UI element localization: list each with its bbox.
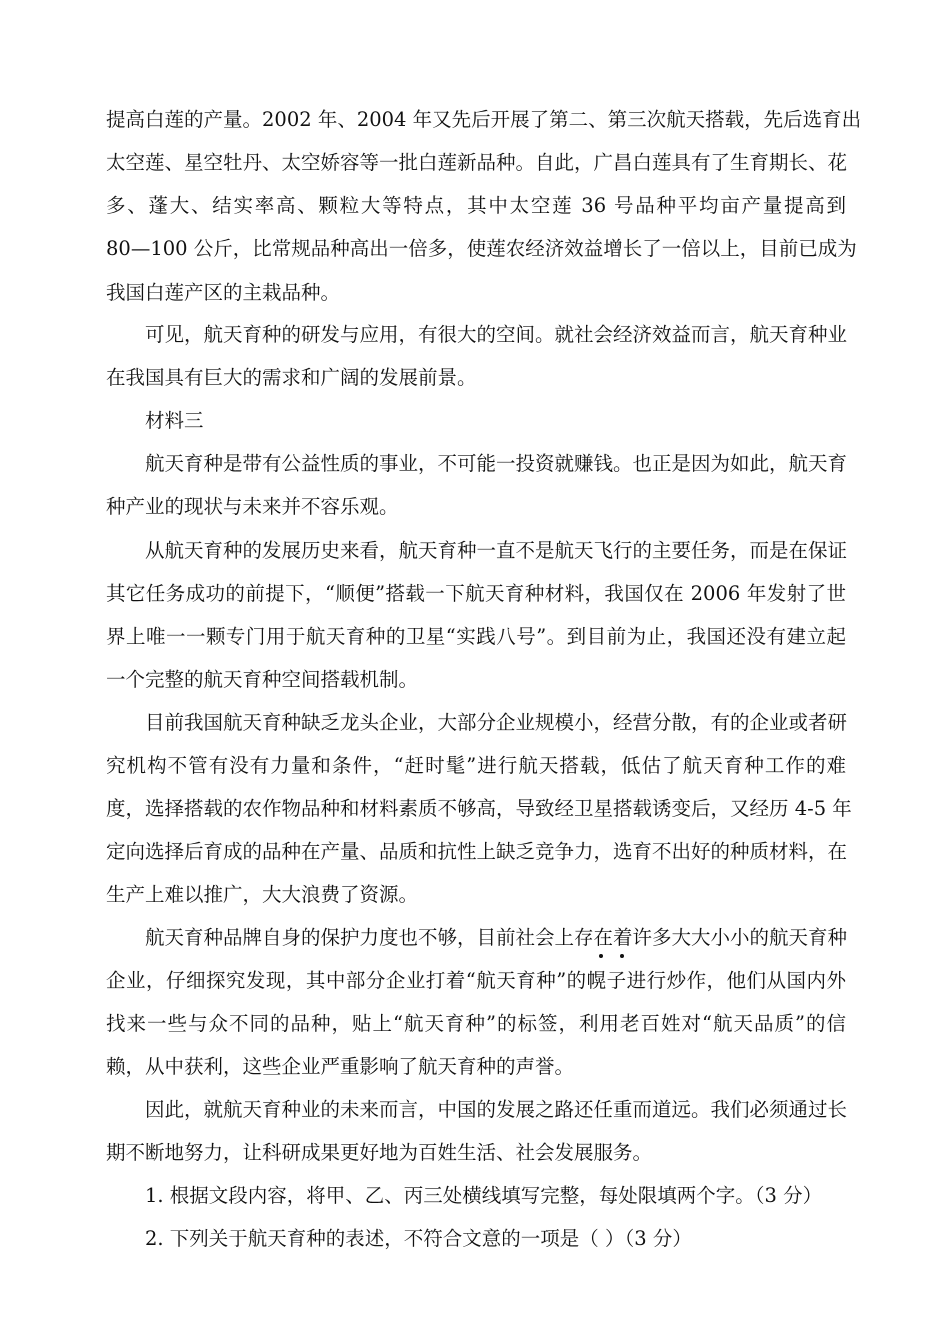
- paragraph-line: 期不断地努力，让科研成果更好地为百姓生活、社会发展服务。: [106, 1141, 653, 1164]
- paragraph-line: 可见，航天育种的研发与应用，有很大的空间。就社会经济效益而言，航天育种业: [145, 323, 848, 346]
- paragraph-line: 种产业的现状与未来并不容乐观。: [106, 495, 399, 518]
- paragraph-line: 企业，仔细探究发现，其中部分企业打着“航天育种”的幌子进行炒作，他们从国内外: [106, 969, 846, 992]
- paragraph-line: 太空莲、星空牡丹、太空娇容等一批白莲新品种。自此，广昌白莲具有了生育期长、花: [106, 151, 848, 174]
- paragraph-line: 多、蓬大、结实率高、颗粒大等特点，其中太空莲 36 号品种平均亩产量提高到: [106, 194, 846, 217]
- paragraph-line: 从航天育种的发展历史来看，航天育种一直不是航天飞行的主要任务，而是在保证: [145, 539, 848, 562]
- paragraph-line: 航天育种是带有公益性质的事业，不可能一投资就赚钱。也正是因为如此，航天育: [145, 452, 848, 475]
- paragraph-line: 因此，就航天育种业的未来而言，中国的发展之路还任重而道远。我们必须通过长: [145, 1098, 848, 1121]
- paragraph-line: 一个完整的航天育种空间搭载机制。: [106, 668, 419, 691]
- paragraph-line: 在我国具有巨大的需求和广阔的发展前景。: [106, 366, 477, 389]
- paragraph-line: 目前我国航天育种缺乏龙头企业，大部分企业规模小，经营分散，有的企业或者研: [145, 711, 848, 734]
- paragraph-line: 80—100 公斤，比常规品种高出一倍多，使莲农经济效益增长了一倍以上，目前已成为: [106, 237, 857, 260]
- paragraph-line: 界上唯一一颗专门用于航天育种的卫星“实践八号”。到目前为止，我国还没有建立起: [106, 625, 846, 648]
- paragraph-line: 度，选择搭载的农作物品种和材料素质不够高，导致经卫星搭载诱变后，又经历 4-5 年: [106, 797, 852, 820]
- question-2: 2. 下列关于航天育种的表述，不符合文意的一项是（ ）（3 分）: [145, 1227, 692, 1250]
- paragraph-line: 提高白莲的产量。2002 年、2004 年又先后开展了第二、第三次航天搭载，先后选育出: [106, 108, 862, 131]
- paragraph-line: 生产上难以推广，大大浪费了资源。: [106, 883, 419, 906]
- paragraph-line: 究机构不管有没有力量和条件，“赶时髦”进行航天搭载，低估了航天育种工作的难: [106, 754, 846, 777]
- paragraph-line: 定向选择后育成的品种在产量、品质和抗性上缺乏竞争力，选育不出好的种质材料，在: [106, 840, 848, 863]
- emphasis-dot: [599, 954, 603, 958]
- question-1: 1. 根据文段内容，将甲、乙、丙三处横线填写完整，每处限填两个字。（3 分）: [145, 1184, 823, 1207]
- paragraph-line: 其它任务成功的前提下，“顺便”搭载一下航天育种材料，我国仅在 2006 年发射了世: [106, 582, 846, 605]
- emphasis-dot: [620, 954, 624, 958]
- section-heading: 材料三: [145, 409, 204, 432]
- paragraph-line: 找来一些与众不同的品种，贴上“航天育种”的标签，利用老百姓对“航天品质”的信: [106, 1012, 846, 1035]
- paragraph-line: 我国白莲产区的主栽品种。: [106, 281, 341, 304]
- paragraph-line: 航天育种品牌自身的保护力度也不够，目前社会上存在着许多大大小小的航天育种: [145, 926, 848, 949]
- paragraph-line: 赖，从中获利，这些企业严重影响了航天育种的声誉。: [106, 1055, 575, 1078]
